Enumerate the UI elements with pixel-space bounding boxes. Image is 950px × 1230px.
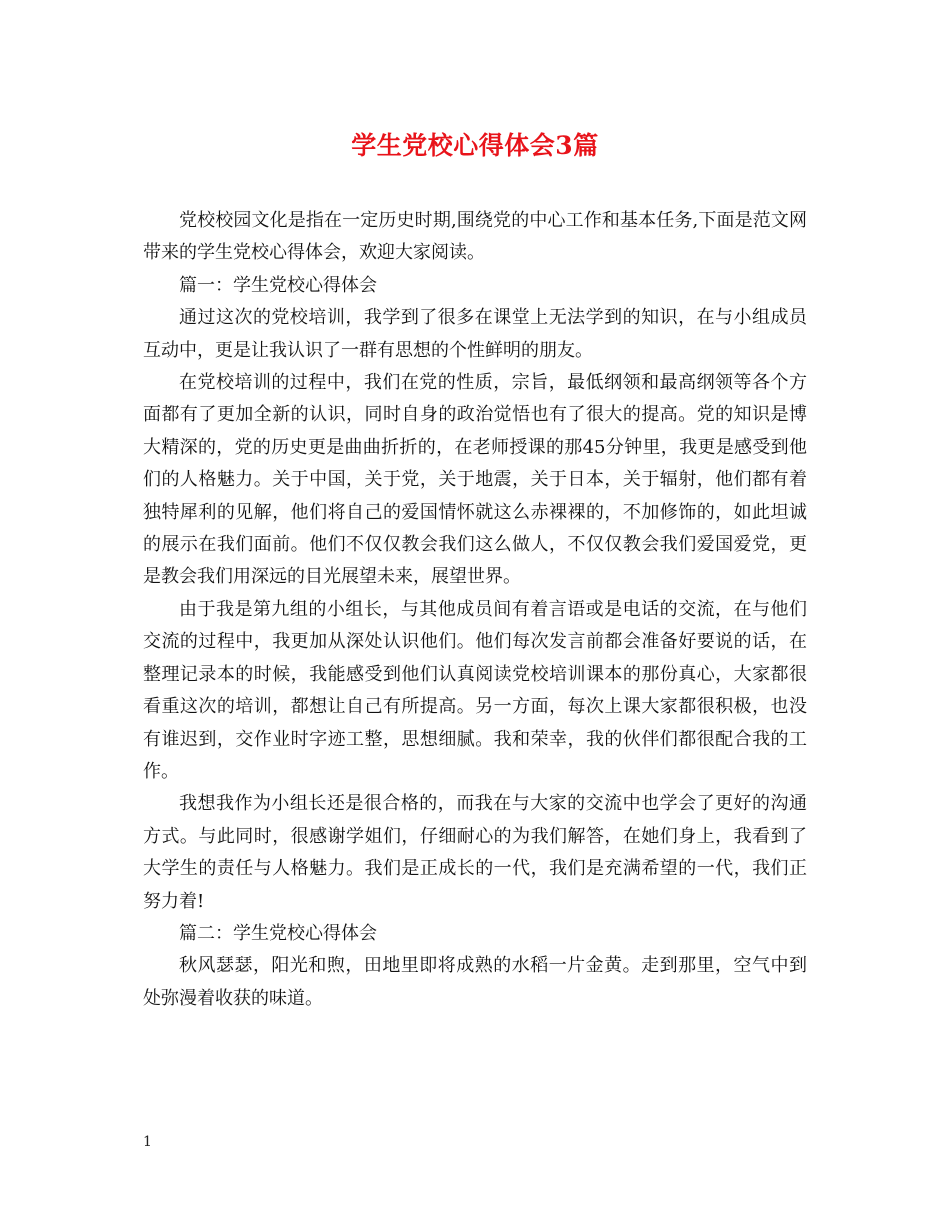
paragraph: 秋风瑟瑟，阳光和煦，田地里即将成熟的水稻一片金黄。走到那里，空气中到处弥漫着收获的味道。 <box>143 955 807 1009</box>
paragraph: 由于我是第九组的小组长，与其他成员间有着言语或是电话的交流，在与他们交流的过程中，我更加从深处认识他们。他们每次发言前都会准备好要说的话，在整理记录本的时候，我能感受到他们认真阅读党校培训课本的那份真心，大家都很看重这次的培训，都想让自己有所提高。另一方面，每次上课大家都很积极，也没有谁迟到，交作业时字迹工整，思想细腻。我和荣幸，我的伙伴们都很配合我的工作。 <box>143 598 807 782</box>
section-heading-2: 篇二：学生党校心得体会 <box>179 922 377 944</box>
page-title: 学生党校心得体会3篇 <box>351 131 599 160</box>
page-number: 1 <box>143 1134 152 1150</box>
paragraph-intro: 党校校园文化是指在一定历史时期,围绕党的中心工作和基本任务,下面是范文网带来的学生党校心得体会，欢迎大家阅读。 <box>143 210 807 264</box>
paragraph: 我想我作为小组长还是很合格的，而我在与大家的交流中也学会了更好的沟通方式。与此同时，很感谢学姐们，仔细耐心的为我们解答，在她们身上，我看到了大学生的责任与人格魅力。我们是正成长的一代，我们是充满希望的一代，我们正努力着! <box>143 793 807 912</box>
paragraph: 通过这次的党校培训，我学到了很多在课堂上无法学到的知识，在与小组成员互动中，更是让我认识了一群有思想的个性鲜明的朋友。 <box>143 307 807 361</box>
section-heading-1: 篇一：学生党校心得体会 <box>179 274 377 296</box>
paragraph: 在党校培训的过程中，我们在党的性质，宗旨，最低纲领和最高纲领等各个方面都有了更加全新的认识，同时自身的政治觉悟也有了很大的提高。党的知识是博大精深的，党的历史更是曲曲折折的，在老师授课的那45分钟里，我更是感受到他们的人格魅力。关于中国，关于党，关于地震，关于日本，关于辐射，他们都有着独特犀利的见解，他们将自己的爱国情怀就这么赤裸裸的，不加修饰的，如此坦诚的展示在我们面前。他们不仅仅教会我们这么做人，不仅仅教会我们爱国爱党，更是教会我们用深远的目光展望未来，展望世界。 <box>143 372 807 588</box>
document-body <box>143 205 807 1015</box>
